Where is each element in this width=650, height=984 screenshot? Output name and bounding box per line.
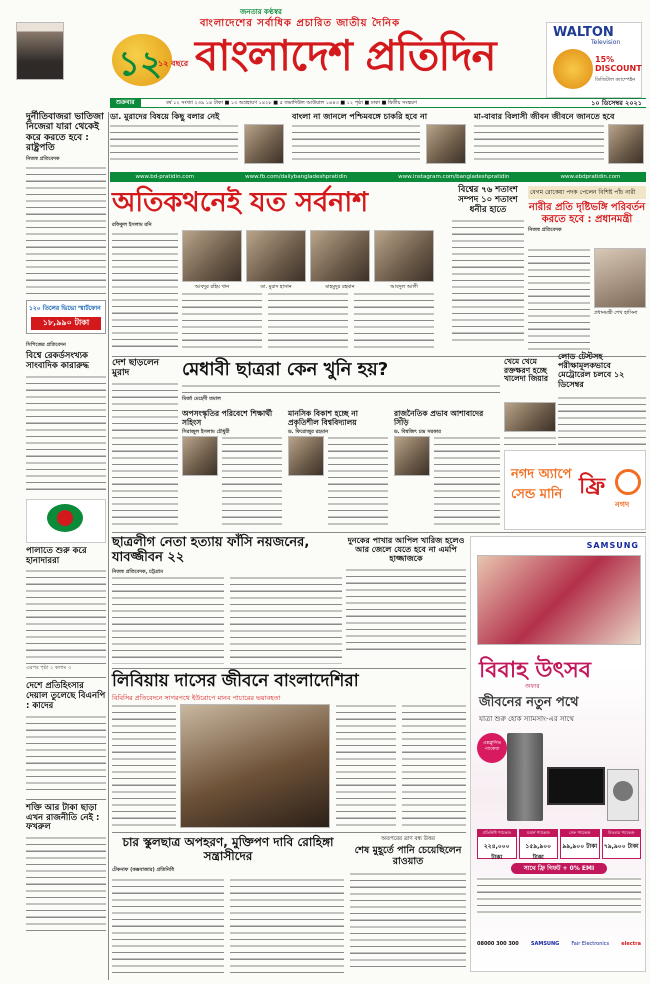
rohingya-body-2	[230, 878, 344, 976]
package-3-price: ৯৯,৯০০ টাকা	[562, 843, 598, 850]
lead-photo-4	[374, 230, 434, 282]
vivo-ad-title: ১২০ তিলের ভিভো স্মার্টফোন	[29, 305, 101, 313]
nagad-ad[interactable]	[504, 450, 646, 530]
left-lead-reporter: নিজস্ব প্রতিবেদক	[26, 156, 60, 163]
lead-body-2	[182, 292, 262, 352]
tv-icon	[547, 767, 605, 805]
dateline-issue: বর্ষ ১২ সংখ্যা ২৩৯ ১৪ টাকা ■ ১৩ অগ্রহায়ণ ১৪২৮ ■ ৫ জমাদিউল আউয়াল ১৪৪৩ ■ ১২ পৃষ্ঠা ■ ঢাকা ■ দ্বিতীয় সংস্করণ	[166, 100, 417, 106]
pm-headline[interactable]: নারীর প্রতি দৃষ্টিভঙ্গি পরিবর্তন করতে হবে : প্রধানমন্ত্রী	[528, 202, 646, 225]
president-photo	[16, 22, 64, 80]
lead-story	[112, 186, 448, 354]
masthead	[0, 0, 650, 110]
nagad-brand: নগদ	[615, 500, 630, 509]
loadshed-headline[interactable]: লোড টেস্টসহ পরীক্ষামূলকভাবে মেট্রোরেল চলবে ১২ ডিসেম্বর	[558, 352, 625, 389]
left-story2-body	[26, 375, 106, 495]
pm-reporter: নিজস্ব প্রতিবেদক	[528, 227, 562, 233]
samsung-footer	[477, 921, 641, 967]
commentary-1-body	[222, 436, 282, 528]
story-loadshed	[558, 352, 646, 392]
water-headline[interactable]: শেষ মুহূর্তে পানি চেয়েছিলেন রাওয়াত	[354, 845, 462, 867]
package-2-price: ১৫৯,৯০০ টাকা	[525, 843, 552, 861]
samsung-couple-photo	[477, 555, 641, 645]
teaser-1-body	[110, 124, 238, 164]
website-strip	[110, 172, 646, 182]
lead-caption-3: মাহমুদুর রহমান	[325, 284, 355, 290]
commentary-2-headline[interactable]: মানসিক বিকাশ হচ্ছে না প্রকৃতিশীল বিশ্ববিদ্যালয়	[288, 409, 358, 427]
commentary-3-photo	[394, 436, 430, 476]
anniversary-logo	[112, 28, 189, 92]
vivo-ad[interactable]	[26, 300, 106, 334]
lead-body-4	[354, 292, 434, 352]
package-1-name: প্রতিনিধি প্যাকেজ	[478, 830, 516, 837]
teaser-3-headline[interactable]: মা-বাবার বিলাসী জীবন জীবনে জানতে হবে	[474, 112, 615, 121]
masthead-subtitle: বাংলাদেশের সর্বাধিক প্রচারিত জাতীয় দৈনিক	[200, 18, 401, 29]
anniversary-number: ১২	[118, 44, 163, 84]
verdict-body-1	[112, 576, 224, 664]
teaser-3-photo	[608, 124, 644, 164]
lead-caption-1: আবদুর রহিম খান	[194, 284, 230, 290]
samsung-ad[interactable]	[470, 536, 646, 972]
vivo-ad-price: ১৮,৯৯০ টাকা	[31, 317, 101, 330]
link-epaper[interactable]: www.ebdpratidin.com	[560, 174, 621, 180]
left-story2-kicker: সিপিজের প্রতিবেদন	[26, 342, 66, 349]
link-website[interactable]: www.bd-pratidin.com	[135, 174, 195, 180]
wait-headline[interactable]: দুনকের পাখার আপিল খারিজ হলেও আর জেলে যেতে হবে না এমপি হাজ্জাজকে	[347, 536, 465, 564]
story-rohingya	[112, 836, 344, 978]
teaser-2-body	[292, 124, 420, 164]
commentary-3-headline[interactable]: রাজনৈতিক প্রভাব আশাবাদের সিঁড়ি	[394, 409, 484, 427]
verdict-reporter: নিজস্ব প্রতিবেদক, চট্টগ্রাম	[112, 568, 163, 575]
teaser-3[interactable]	[474, 112, 646, 168]
verdict-headline[interactable]: ছাত্রলীগ নেতা হত্যায় ফাঁসি নয়জনের, যাবজ্জীবন ২২	[112, 535, 310, 565]
teaser-1[interactable]	[110, 112, 288, 168]
teaser-2-headline[interactable]: বাংলা না জানলে পশ্চিমবঙ্গে চাকরি হবে না	[292, 112, 428, 121]
samsung-badge: এক্সক্লুসিভ প্যাকেজ	[477, 733, 507, 763]
walton-offer: 15% DISCOUNT	[595, 55, 642, 73]
masthead-title: বাংলাদেশ প্রতিদিন	[195, 31, 496, 80]
libya-headline[interactable]: লিবিয়ায় দাসের জীবনে বাংলাদেশিরা	[112, 671, 359, 691]
lead-photo-3	[310, 230, 370, 282]
nagad-free: ফ্রি	[579, 474, 606, 499]
partner-fair: Fair Electronics	[571, 941, 610, 947]
rohingya-body-1	[112, 878, 224, 976]
washer-door-icon	[613, 781, 633, 801]
dateline-day: শুক্রবার	[110, 99, 141, 107]
water-kicker: অতপরের ত্রাণ বন্ধ উত্তর	[381, 836, 435, 842]
commentary-3-body	[434, 436, 500, 528]
walton-campaign: ডিজিটাল ক্যাম্পেইন	[595, 77, 636, 83]
link-facebook[interactable]: www.fb.com/dailybangladeshpratidin	[245, 174, 348, 180]
package-3-name: সেফ প্যাকেজ	[561, 830, 599, 837]
students-intro	[182, 384, 500, 396]
teaser-2-photo	[426, 124, 466, 164]
libya-body-1	[112, 704, 176, 828]
left-column	[26, 112, 106, 980]
commentary-1[interactable]	[182, 410, 282, 530]
samsung-fine-print	[477, 877, 641, 917]
wait-body	[346, 568, 466, 654]
lead-body-3	[268, 292, 348, 352]
left-lead-body	[26, 166, 106, 296]
murad-headline[interactable]: দেশ ছাড়লেন মুরাদ	[112, 358, 160, 379]
package-2-name: মডার্ন প্যাকেজ	[520, 830, 558, 837]
commentary-2-author: ড. ফিরোজুর রহমান	[288, 429, 329, 436]
left-story5-body	[26, 836, 106, 932]
lead-body-1	[112, 232, 178, 352]
pm-photo	[594, 248, 646, 308]
story-wait	[346, 536, 466, 666]
walton-product: Television	[591, 39, 621, 46]
samsung-line1: জীবনের নতুন পথে	[479, 695, 579, 710]
left-story3-contd: এরপর পৃষ্ঠা ২ কলাম ৩	[26, 665, 72, 672]
libya-body-2	[336, 704, 396, 828]
pm-story	[528, 186, 646, 354]
walton-ad[interactable]	[546, 22, 642, 98]
nagad-logo-icon	[615, 469, 641, 495]
story-verdict	[112, 536, 342, 666]
loadshed-body	[558, 396, 646, 446]
samsung-title: বিবাহ উৎসব	[479, 658, 592, 683]
partner-samsung: SAMSUNG	[530, 941, 560, 947]
package-2[interactable]	[519, 829, 559, 859]
commentary-1-headline[interactable]: অপসংস্কৃতির পরিবেশে শিক্ষার্থী সহিংস	[182, 409, 273, 427]
commentary-2-body	[328, 436, 388, 528]
commentary-3-author: ড. বিশ্বজিৎ চন্দ্র সরকার	[394, 429, 441, 436]
pm-kicker: বেগম রোকেয়া পদক পেলেন বিশিষ্ট পাঁচ নারী	[528, 186, 646, 199]
partner-electra: electra	[621, 941, 641, 947]
teaser-1-photo	[244, 124, 284, 164]
commentary-2-photo	[288, 436, 324, 476]
package-4-price: ৭৯,৯০০ টাকা	[603, 843, 639, 850]
students-reporter: মির্জা মেহেদী তমাল	[182, 396, 221, 402]
dateline-bar	[110, 98, 646, 108]
commentary-row	[182, 410, 500, 530]
link-instagram[interactable]: www.instagram.com/bangladeshpratidin	[398, 174, 510, 180]
samsung-hotline[interactable]: 08000 300 300	[477, 941, 519, 947]
victory-month-badge	[26, 499, 106, 543]
nagad-line1: নগদ অ্যাপে	[511, 467, 572, 482]
samsung-line2: যাত্রা শুরু হোক স্যামসাং-এর সাথে	[479, 715, 574, 723]
lead-caption-4: আবদুল আলী	[390, 284, 418, 290]
lead-reporter: রফিকুল ইসলাম রনি	[112, 222, 152, 228]
khaleda-headline[interactable]: খেমে খেমে রক্তক্ষরণ হচ্ছে খালেদা জিয়ার	[504, 357, 549, 384]
khaleda-photo	[504, 402, 556, 432]
students-headline[interactable]: মেধাবী ছাত্ররা কেন খুনি হয়?	[182, 359, 389, 380]
left-story4-headline[interactable]: দেশে প্রতিহিংসার দেয়াল তুলেছে বিএনপি : কাদের	[26, 681, 106, 711]
package-4[interactable]	[602, 829, 642, 859]
rohingya-headline[interactable]: চার স্কুলছাত্র অপহরণ, মুক্তিপণ দাবি রোহিঙ্গা সন্ত্রাসীদের	[122, 835, 334, 863]
left-story3-headline[interactable]: পালাতে শুরু করে হানাদাররা	[26, 545, 87, 566]
teaser-row	[110, 112, 646, 170]
walton-brand: WALTON	[553, 25, 614, 40]
lead-photo-1	[182, 230, 242, 282]
world-wealth-body	[452, 219, 524, 343]
left-lead-headline[interactable]: দুর্নীতিবাজরা ভাতিজা নিজেরা যারা থেকেই করে করতে হবে : রাষ্ট্রপতি	[26, 112, 104, 154]
story-khaleda	[504, 358, 556, 398]
verdict-body-2	[230, 576, 342, 664]
libya-photo	[180, 704, 330, 828]
left-story5-headline[interactable]: শক্তি আর টাকা ছাড়া এখন রাজনীতি নেই : ফখরুল	[26, 802, 100, 833]
lead-photo-2	[246, 230, 306, 282]
package-1-price: ২২৪,০০০ টাকা	[483, 843, 510, 861]
masthead-tagline: জনতার কণ্ঠস্বর	[240, 8, 282, 16]
commentary-1-photo	[182, 436, 218, 476]
murad-body	[112, 382, 178, 436]
nagad-line2: সেন্ড মানি	[511, 487, 563, 502]
teaser-2[interactable]	[292, 112, 470, 168]
fridge-icon	[507, 733, 543, 821]
teaser-1-headline[interactable]: ডা. মুরাদের বিষয়ে কিছু বলার নেই	[110, 112, 220, 121]
samsung-subtitle: অফার	[525, 683, 540, 690]
left-story4-body	[26, 715, 106, 795]
left-story3-body	[26, 569, 106, 665]
rohingya-reporter: টেকনাফ (কক্সবাজার) প্রতিনিধি	[112, 866, 175, 873]
pm-caption: প্রধানমন্ত্রী শেখ হাসিনা	[594, 310, 638, 316]
commentary-1-author: সিরাজুল ইসলাম চৌধুরী	[182, 429, 230, 436]
lead-caption-2: ডা. মুরাদ হাসান	[260, 284, 292, 290]
world-wealth-headline[interactable]: বিশ্বের ৭৬ শতাংশ সম্পদ ১০ শতাংশ ধনীর হাতে	[458, 185, 518, 215]
commentary-2[interactable]	[288, 410, 388, 530]
story-water	[350, 836, 466, 978]
commentary-3[interactable]	[394, 410, 500, 530]
teaser-3-body	[474, 124, 604, 164]
samsung-brand: SAMSUNG	[586, 541, 639, 550]
left-story2-headline[interactable]: বিশ্বে রেকর্ডসংখ্যক সাংবাদিক কারারুদ্ধ	[26, 351, 90, 372]
samsung-packages	[477, 829, 641, 859]
package-1[interactable]	[477, 829, 517, 859]
world-wealth-box	[452, 186, 524, 354]
libya-body-3	[402, 704, 466, 828]
story-libya	[112, 670, 466, 830]
walton-badge-icon	[553, 49, 593, 89]
story-murad	[112, 358, 178, 434]
lead-headline[interactable]: অতিকথনেই যত সর্বনাশ	[112, 187, 369, 218]
pm-body	[528, 248, 590, 352]
story-students	[182, 358, 500, 404]
water-body	[350, 872, 466, 972]
package-3[interactable]	[560, 829, 600, 859]
samsung-gift: সাথে ফ্রি গিফট + 0% EMI	[511, 863, 607, 874]
anniversary-label: ১২ বছরে	[158, 59, 189, 68]
package-4-name: মিতব্যয় প্যাকেজ	[603, 830, 641, 837]
murad-body-cont	[112, 436, 178, 530]
libya-kicker: বিবিসির প্রতিবেদনে সাগরপথে ইউরোপে মানব পাচারের ভয়াবহতা	[112, 694, 281, 702]
dateline-date: ১০ ডিসেম্বর ২০২১	[591, 99, 642, 107]
samsung-products	[477, 733, 641, 825]
